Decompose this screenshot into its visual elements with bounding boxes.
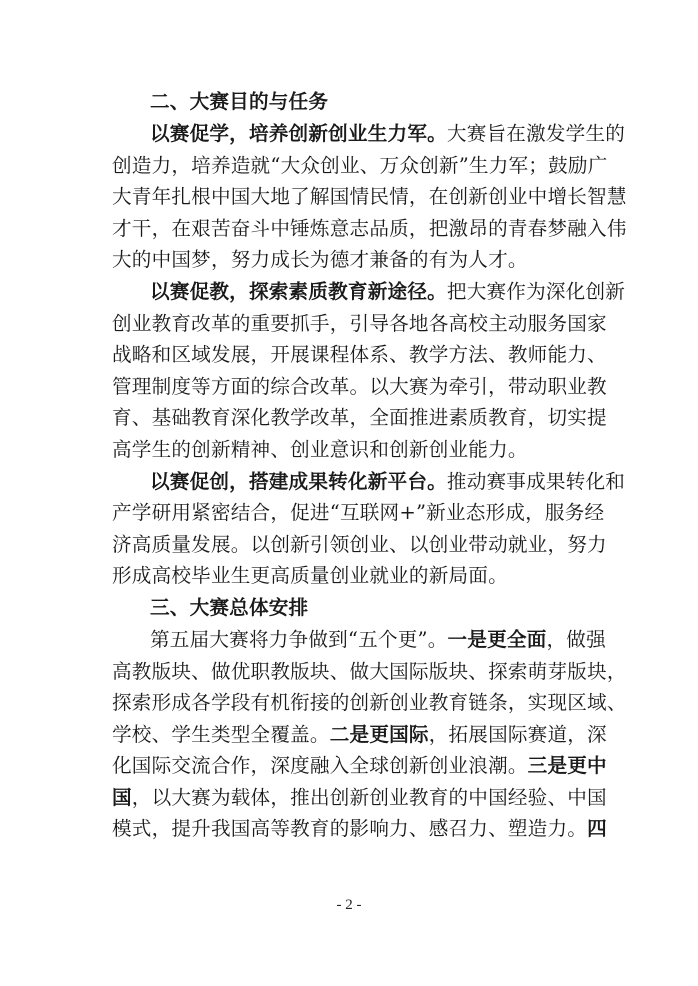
highlight-text: 四 <box>587 817 607 841</box>
paragraph-text: ，以大赛为载体，推出创新创业教育的中国经验、中国 <box>131 785 607 809</box>
section-heading-arrangement: 三、大赛总体安排 <box>150 595 309 619</box>
paragraph-line <box>112 276 626 308</box>
paragraph-line <box>112 750 607 782</box>
paragraph-line: 创业教育改革的重要抓手，引导各地各高校主动服务国家 <box>112 311 607 335</box>
paragraph-line: 高教版块、做优职教版块、做大国际版块、探索萌芽版块， <box>112 659 627 683</box>
paragraph-text: 把大赛作为深化创新 <box>446 279 626 303</box>
paragraph-lead: 以赛促教，探索素质教育新途径。 <box>150 279 447 303</box>
paragraph-text: 推动赛事成果转化和 <box>446 469 626 493</box>
paragraph-line: 管理制度等方面的综合改革。以大赛为牵引，带动职业教 <box>112 374 607 398</box>
paragraph-line <box>112 813 607 845</box>
paragraph-line: 大青年扎根中国大地了解国情民情，在创新创业中增长智慧 <box>112 185 627 209</box>
highlight-text: 二是更国际 <box>329 722 429 746</box>
paragraph-lead: 以赛促创，搭建成果转化新平台。 <box>150 469 447 493</box>
paragraph-line: 探索形成各学段有机衔接的创新创业教育链条，实现区域、 <box>112 691 627 715</box>
paragraph-line: 育、基础教育深化教学改革，全面推进素质教育，切实提 <box>112 406 607 430</box>
paragraph-text: 大赛旨在激发学生的 <box>446 122 626 145</box>
page-number: - 2 - <box>336 897 362 913</box>
paragraph-text: 学校、学生类型全覆盖。 <box>112 722 330 746</box>
paragraph-line: 高学生的创新精神、创业意识和创新创业能力。 <box>112 437 528 461</box>
section-heading-goals: 二、大赛目的与任务 <box>150 90 329 113</box>
paragraph-text: 第五届大赛将力争做到“五个更”。 <box>150 627 448 651</box>
paragraph-lead: 以赛促学，培养创新创业生力军。 <box>150 122 447 145</box>
highlight-text: 一是更全面 <box>447 627 547 651</box>
paragraph-line <box>112 719 607 751</box>
paragraph-text: 模式，提升我国高等教育的影响力、感召力、塑造力。 <box>112 817 588 841</box>
highlight-text: 三是更中 <box>527 754 607 778</box>
highlight-text: 国 <box>112 785 132 809</box>
paragraph-line: 产学研用紧密结合，促进“互联网+”新业态形成，服务经 <box>112 501 605 525</box>
paragraph-line: 形成高校毕业生更高质量创业就业的新局面。 <box>112 564 508 588</box>
paragraph-text: 化国际交流合作，深度融入全球创新创业浪潮。 <box>112 754 528 778</box>
paragraph-line <box>112 624 606 656</box>
paragraph-line <box>112 118 626 150</box>
paragraph-line: 才干，在艰苦奋斗中锤炼意志品质，把激昂的青春梦融入伟 <box>112 216 627 240</box>
document-body <box>112 86 627 845</box>
paragraph-text: ，拓展国际赛道，深 <box>428 722 607 746</box>
paragraph-line <box>112 782 607 814</box>
paragraph-line: 济高质量发展。以创新引领创业、以创业带动就业，努力 <box>112 532 607 556</box>
paragraph-line: 大的中国梦，努力成长为德才兼备的有为人才。 <box>112 248 528 272</box>
paragraph-line: 战略和区域发展，开展课程体系、教学方法、教师能力、 <box>112 343 607 367</box>
paragraph-line: 创造力，培养造就“大众创业、万众创新”生力军；鼓励广 <box>112 153 608 177</box>
paragraph-text: ，做强 <box>546 627 606 651</box>
paragraph-line <box>112 466 626 498</box>
